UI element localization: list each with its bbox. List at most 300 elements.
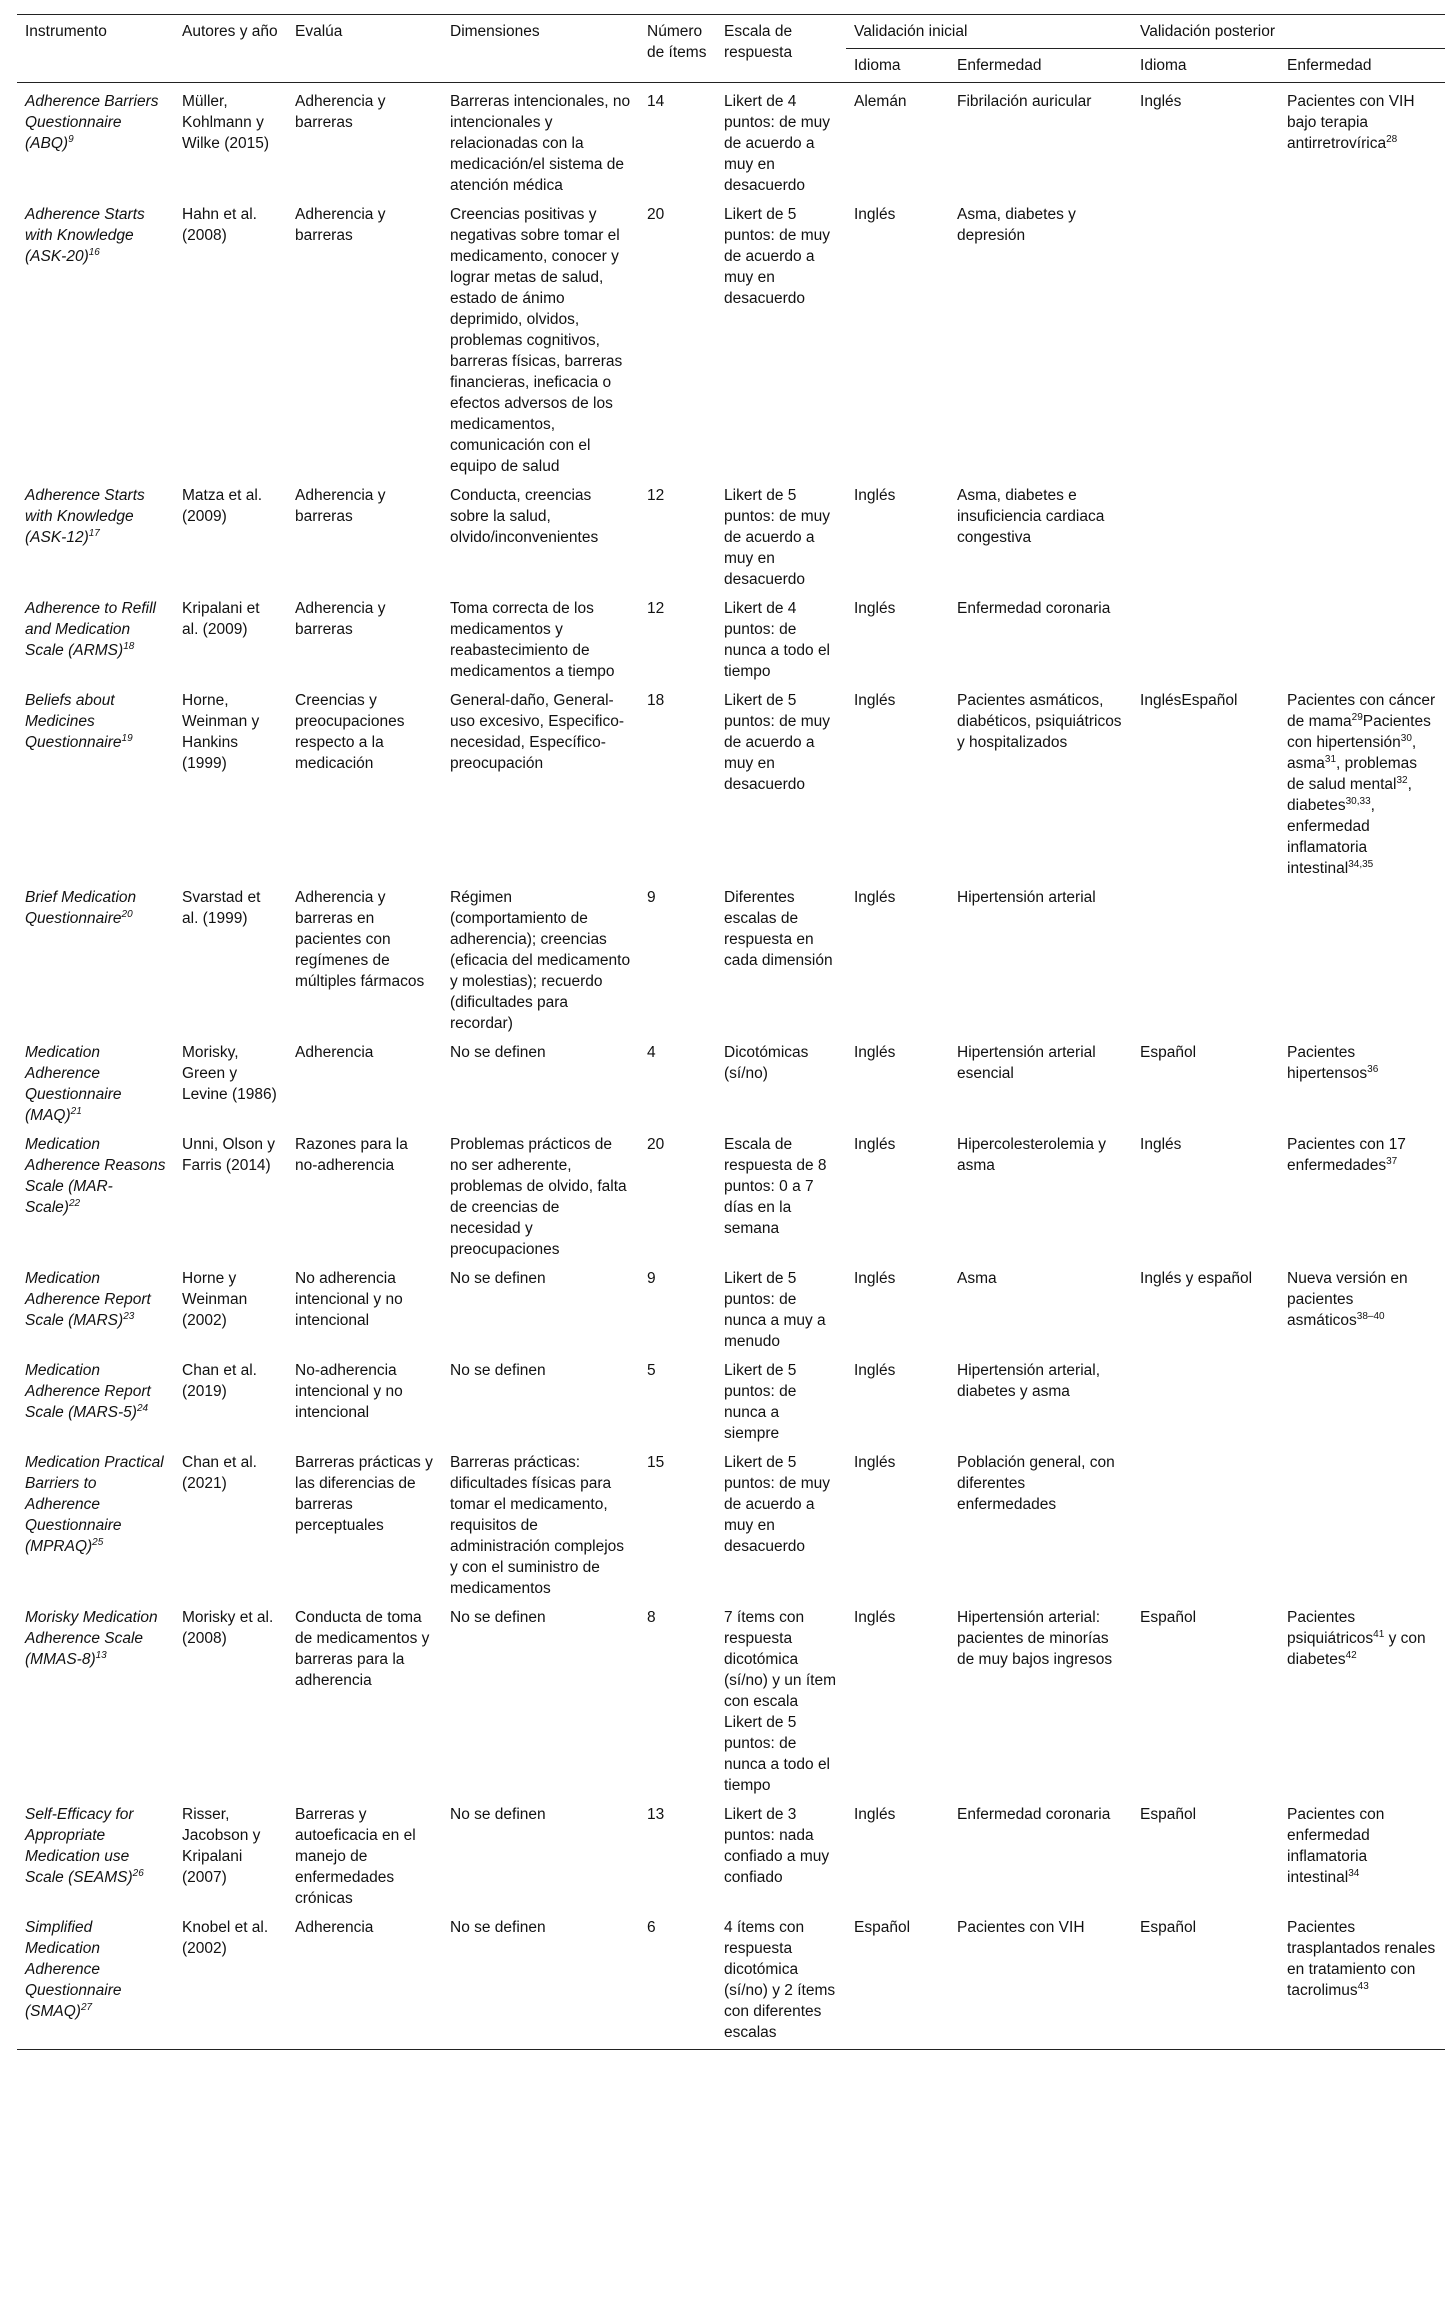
cell-autores-text: Chan et al. (2021) [182,1454,257,1492]
footnote-ref: 22 [68,1197,81,1209]
cell-evalua-text: Adherencia y barreras en pacientes con regímenes de múltiples fármacos [295,889,425,990]
cell-evalua-text: Adherencia y barreras [295,93,386,131]
cell-dimensiones-text: No se definen [450,1919,546,1936]
cell-evalua [287,682,442,879]
cell-numero-text: 4 [647,1044,656,1061]
cell-ini-enfermedad [949,1599,1132,1796]
cell-dimensiones-text: General-daño, General-uso excesivo, Especifico-necesidad, Específico-preocupación [450,692,625,772]
cell-ini-idioma-text: Inglés [854,1270,896,1287]
cell-evalua-text: No-adherencia intencional y no intencional [295,1362,403,1421]
cell-post-enfermedad-text: Pacientes trasplantados renales en tratamiento con tacrolimus [1287,1919,1436,1999]
footnote-ref: 21 [70,1105,82,1117]
cell-post-enfermedad-text: , enfermedad inflamatoria intestinal [1287,797,1375,877]
cell-autores [174,1260,287,1352]
cell-ini-idioma-text: Inglés [854,1609,896,1626]
cell-instrumento [17,1126,174,1260]
cell-dimensiones-text: No se definen [450,1270,546,1287]
cell-numero [639,1909,716,2050]
cell-dimensiones [442,83,639,197]
cell-autores [174,590,287,682]
cell-escala [716,682,846,879]
cell-escala [716,83,846,197]
cell-dimensiones [442,1796,639,1909]
cell-evalua-text: Adherencia [295,1044,374,1061]
cell-ini-idioma-text: Inglés [854,1806,896,1823]
cell-instrumento-text: Brief Medication Questionnaire [25,889,137,927]
cell-numero [639,1599,716,1796]
footnote-ref: 16 [88,246,100,258]
cell-numero-text: 20 [647,206,665,223]
cell-escala-text: Likert de 5 puntos: de nunca a siempre [724,1362,797,1442]
cell-dimensiones [442,879,639,1034]
cell-ini-enfermedad-text: Población general, con diferentes enfermedades [957,1454,1115,1513]
cell-numero-text: 5 [647,1362,656,1379]
table-row [17,83,1445,197]
cell-autores-text: Hahn et al. (2008) [182,206,257,244]
cell-post-idioma [1132,1034,1279,1126]
cell-dimensiones [442,1126,639,1260]
footnote-ref: 30 [1400,732,1412,744]
cell-ini-enfermedad-text: Asma, diabetes y depresión [957,206,1076,244]
table-row [17,477,1445,590]
cell-ini-enfermedad [949,196,1132,477]
table-row [17,1126,1445,1260]
cell-ini-idioma-text: Español [854,1919,911,1936]
cell-autores [174,1599,287,1796]
cell-instrumento [17,590,174,682]
cell-evalua-text: Barreras y autoeficacia en el manejo de enfermedades crónicas [295,1806,416,1907]
cell-instrumento [17,682,174,879]
cell-dimensiones-text: Problemas prácticos de no ser adherente, problemas de olvido, falta de creencias de necesidad y preocupaciones [450,1136,627,1258]
cell-dimensiones [442,1599,639,1796]
cell-ini-idioma-text: Alemán [854,93,907,110]
cell-numero-text: 13 [647,1806,665,1823]
cell-post-enfermedad-text: Pacientes con 17 enfermedades [1287,1136,1406,1174]
cell-evalua-text: Conducta de toma de medicamentos y barreras para la adherencia [295,1609,430,1689]
cell-autores-text: Kripalani et al. (2009) [182,600,260,638]
table-row [17,1352,1445,1444]
cell-ini-enfermedad-text: Hipertensión arterial esencial [957,1044,1096,1082]
cell-dimensiones [442,196,639,477]
cell-ini-idioma [846,682,949,879]
cell-ini-enfermedad-text: Enfermedad coronaria [957,1806,1111,1823]
cell-numero [639,879,716,1034]
cell-post-enfermedad [1279,196,1445,477]
cell-dimensiones-text: No se definen [450,1806,546,1823]
cell-post-enfermedad-text: Nueva versión en pacientes asmáticos [1287,1270,1408,1329]
cell-numero-text: 12 [647,487,665,504]
cell-ini-enfermedad [949,1796,1132,1909]
cell-escala [716,1444,846,1599]
cell-autores-text: Risser, Jacobson y Kripalani (2007) [182,1806,261,1886]
cell-ini-idioma-text: Inglés [854,1362,896,1379]
cell-numero [639,682,716,879]
table-row [17,879,1445,1034]
footnote-ref: 25 [92,1536,104,1548]
cell-numero-text: 9 [647,1270,656,1287]
table-row [17,1034,1445,1126]
cell-post-enfermedad [1279,83,1445,197]
cell-numero [639,590,716,682]
cell-dimensiones-text: Barreras intencionales, no intencionales y relacionadas con la medicación/el sistema de atención médica [450,93,631,194]
cell-ini-enfermedad [949,1260,1132,1352]
cell-autores-text: Horne y Weinman (2002) [182,1270,248,1329]
cell-evalua [287,196,442,477]
cell-post-enfermedad [1279,879,1445,1034]
cell-ini-enfermedad [949,590,1132,682]
cell-ini-enfermedad [949,1034,1132,1126]
cell-escala [716,477,846,590]
cell-ini-idioma-text: Inglés [854,692,896,709]
cell-autores [174,1034,287,1126]
cell-escala [716,1796,846,1909]
header-dimensiones: Dimensiones [442,15,639,83]
header-autores: Autores y año [174,15,287,83]
cell-evalua-text: Adherencia y barreras [295,600,386,638]
cell-ini-idioma-text: Inglés [854,1454,896,1471]
cell-ini-enfermedad [949,682,1132,879]
cell-evalua [287,1909,442,2050]
cell-instrumento-text: Adherence Starts with Knowledge (ASK-12) [25,487,145,546]
cell-autores [174,477,287,590]
cell-autores-text: Unni, Olson y Farris (2014) [182,1136,276,1174]
footnote-ref: 23 [123,1310,135,1322]
cell-ini-enfermedad [949,1352,1132,1444]
cell-post-idioma [1132,196,1279,477]
cell-autores [174,1352,287,1444]
cell-instrumento [17,196,174,477]
cell-post-enfermedad [1279,1599,1445,1796]
cell-autores [174,682,287,879]
table-row [17,682,1445,879]
cell-autores-text: Horne, Weinman y Hankins (1999) [182,692,260,772]
header-evalua: Evalúa [287,15,442,83]
cell-evalua [287,879,442,1034]
footnote-ref: 31 [1324,753,1337,765]
footnote-ref: 9 [68,133,74,145]
cell-post-enfermedad [1279,1352,1445,1444]
cell-post-enfermedad-text: Pacientes con enfermedad inflamatoria intestinal [1287,1806,1385,1886]
cell-ini-enfermedad-text: Enfermedad coronaria [957,600,1111,617]
cell-post-idioma-text: Español [1140,1919,1197,1936]
cell-dimensiones [442,1352,639,1444]
header-ini-enfermedad: Enfermedad [949,49,1132,83]
cell-ini-enfermedad-text: Asma, diabetes e insuficiencia cardiaca congestiva [957,487,1105,546]
cell-dimensiones-text: No se definen [450,1362,546,1379]
cell-dimensiones [442,1260,639,1352]
cell-instrumento-text: Adherence Barriers Questionnaire (ABQ) [25,93,159,152]
cell-autores-text: Chan et al. (2019) [182,1362,257,1400]
cell-ini-enfermedad-text: Asma [957,1270,997,1287]
cell-post-idioma-text: Español [1140,1806,1197,1823]
cell-ini-enfermedad [949,1126,1132,1260]
cell-post-idioma [1132,1909,1279,2050]
cell-ini-idioma [846,1126,949,1260]
header-escala: Escala de respuesta [716,15,846,83]
cell-evalua-text: Barreras prácticas y las diferencias de barreras perceptuales [295,1454,433,1534]
cell-escala-text: 4 ítems con respuesta dicotómica (sí/no) y 2 ítems con diferentes escalas [724,1919,836,2041]
header-instrumento: Instrumento [17,15,174,83]
table-row [17,1909,1445,2050]
cell-escala [716,1034,846,1126]
cell-dimensiones-text: Régimen (comportamiento de adherencia); creencias (eficacia del medicamento y molestias); recuerdo (dificultades para recordar) [450,889,631,1032]
cell-numero [639,1352,716,1444]
cell-ini-enfermedad [949,1909,1132,2050]
footnote-ref: 30,33 [1345,795,1371,807]
cell-evalua [287,1444,442,1599]
header-validacion-inicial: Validación inicial [846,15,1132,49]
cell-ini-enfermedad-text: Hipercolesterolemia y asma [957,1136,1107,1174]
cell-ini-enfermedad-text: Hipertensión arterial: pacientes de minorías de muy bajos ingresos [957,1609,1113,1668]
cell-ini-idioma [846,477,949,590]
cell-post-enfermedad [1279,682,1445,879]
cell-ini-enfermedad [949,83,1132,197]
table-row [17,1796,1445,1909]
cell-ini-idioma-text: Inglés [854,1044,896,1061]
cell-numero [639,196,716,477]
cell-evalua [287,1599,442,1796]
cell-numero-text: 20 [647,1136,665,1153]
cell-evalua [287,1126,442,1260]
cell-post-enfermedad-text: , diabetes [1287,776,1412,814]
header-post-idioma: Idioma [1132,49,1279,83]
cell-dimensiones-text: Barreras prácticas: dificultades físicas para tomar el medicamento, requisitos de administración complejos y con el suministro de medicamentos [450,1454,625,1597]
footnote-ref: 42 [1345,1649,1357,1661]
cell-post-idioma [1132,1444,1279,1599]
cell-autores [174,1444,287,1599]
cell-post-idioma-text: InglésEspañol [1140,692,1238,709]
cell-dimensiones-text: Toma correcta de los medicamentos y reabastecimiento de medicamentos a tiempo [450,600,615,680]
cell-escala-text: Diferentes escalas de respuesta en cada dimensión [724,889,833,969]
cell-dimensiones [442,1034,639,1126]
cell-post-idioma [1132,1260,1279,1352]
cell-post-enfermedad-text: Pacientes con hipertensión [1287,713,1431,751]
footnote-ref: 20 [121,908,133,920]
cell-instrumento-text: Medication Adherence Reasons Scale (MAR-Scale) [25,1136,166,1216]
cell-dimensiones [442,1444,639,1599]
cell-escala-text: Likert de 3 puntos: nada confiado a muy confiado [724,1806,830,1886]
cell-numero-text: 18 [647,692,665,709]
cell-ini-enfermedad-text: Pacientes con VIH [957,1919,1085,1936]
cell-dimensiones-text: No se definen [450,1044,546,1061]
cell-evalua-text: Adherencia y barreras [295,206,386,244]
cell-post-idioma-text: Inglés y español [1140,1270,1253,1287]
cell-escala-text: Likert de 5 puntos: de muy de acuerdo a muy en desacuerdo [724,206,830,307]
cell-evalua [287,1352,442,1444]
footnote-ref: 34,35 [1348,858,1374,870]
cell-autores-text: Knobel et al. (2002) [182,1919,269,1957]
cell-ini-enfermedad-text: Hipertensión arterial, diabetes y asma [957,1362,1101,1400]
cell-dimensiones [442,682,639,879]
cell-instrumento-text: Adherence to Refill and Medication Scale (ARMS) [25,600,156,659]
cell-autores-text: Matza et al. (2009) [182,487,263,525]
cell-instrumento-text: Adherence Starts with Knowledge (ASK-20) [25,206,145,265]
cell-evalua [287,1034,442,1126]
cell-autores [174,83,287,197]
cell-ini-enfermedad-text: Fibrilación auricular [957,93,1092,110]
cell-ini-idioma-text: Inglés [854,206,896,223]
cell-evalua [287,590,442,682]
cell-numero-text: 14 [647,93,665,110]
cell-instrumento-text: Simplified Medication Adherence Questionnaire (SMAQ) [25,1919,122,2020]
cell-dimensiones [442,590,639,682]
footnote-ref: 38–40 [1356,1310,1385,1322]
cell-evalua [287,1260,442,1352]
cell-ini-enfermedad-text: Pacientes asmáticos, diabéticos, psiquiátricos y hospitalizados [957,692,1122,751]
cell-numero [639,1126,716,1260]
cell-autores [174,879,287,1034]
cell-evalua-text: Adherencia y barreras [295,487,386,525]
cell-instrumento [17,1599,174,1796]
footnote-ref: 18 [123,640,135,652]
cell-instrumento [17,83,174,197]
cell-numero [639,1444,716,1599]
cell-post-idioma [1132,1796,1279,1909]
cell-evalua-text: Creencias y preocupaciones respecto a la medicación [295,692,405,772]
cell-post-enfermedad-text: Pacientes con VIH bajo terapia antirretrovírica [1287,93,1415,152]
cell-post-enfermedad [1279,1796,1445,1909]
header-post-enfermedad: Enfermedad [1279,49,1445,83]
cell-ini-idioma [846,1909,949,2050]
cell-ini-idioma [846,196,949,477]
cell-post-idioma [1132,1126,1279,1260]
cell-post-idioma [1132,477,1279,590]
cell-autores-text: Svarstad et al. (1999) [182,889,261,927]
footnote-ref: 36 [1367,1063,1379,1075]
cell-dimensiones-text: No se definen [450,1609,546,1626]
cell-instrumento-text: Medication Adherence Questionnaire (MAQ) [25,1044,122,1124]
header-validacion-posterior: Validación posterior [1132,15,1445,49]
footnote-ref: 26 [132,1867,144,1879]
cell-ini-idioma-text: Inglés [854,600,896,617]
cell-instrumento-text: Medication Adherence Report Scale (MARS-5) [25,1362,151,1421]
footnote-ref: 43 [1357,1980,1369,1992]
cell-post-idioma-text: Inglés [1140,1136,1182,1153]
cell-instrumento-text: Medication Practical Barriers to Adherence Questionnaire (MPRAQ) [25,1454,164,1555]
cell-escala-text: Escala de respuesta de 8 puntos: 0 a 7 días en la semana [724,1136,827,1237]
footnote-ref: 28 [1386,133,1398,145]
cell-ini-enfermedad [949,879,1132,1034]
cell-post-enfermedad [1279,1126,1445,1260]
cell-ini-idioma-text: Inglés [854,487,896,504]
cell-dimensiones [442,1909,639,2050]
cell-post-enfermedad-text: Pacientes con cáncer de mama [1287,692,1436,730]
cell-escala [716,590,846,682]
cell-escala [716,1909,846,2050]
cell-ini-idioma [846,83,949,197]
cell-numero [639,1796,716,1909]
footnote-ref: 19 [121,732,133,744]
cell-escala-text: 7 ítems con respuesta dicotómica (sí/no) y un ítem con escala Likert de 5 puntos: de nunca a todo el tiempo [724,1609,836,1794]
cell-ini-idioma [846,590,949,682]
cell-escala-text: Likert de 5 puntos: de muy de acuerdo a muy en desacuerdo [724,1454,830,1555]
cell-post-enfermedad [1279,1909,1445,2050]
cell-ini-enfermedad [949,477,1132,590]
cell-post-enfermedad-text: Pacientes hipertensos [1287,1044,1368,1082]
cell-ini-idioma-text: Inglés [854,889,896,906]
cell-instrumento [17,1444,174,1599]
cell-escala [716,1352,846,1444]
cell-numero-text: 12 [647,600,665,617]
cell-escala-text: Dicotómicas (sí/no) [724,1044,809,1082]
cell-instrumento-text: Medication Adherence Report Scale (MARS) [25,1270,151,1329]
cell-post-idioma [1132,1599,1279,1796]
cell-post-idioma [1132,879,1279,1034]
table-row [17,590,1445,682]
cell-numero-text: 15 [647,1454,665,1471]
cell-autores-text: Morisky et al. (2008) [182,1609,274,1647]
cell-numero [639,83,716,197]
cell-post-idioma-text: Inglés [1140,93,1182,110]
cell-dimensiones-text: Creencias positivas y negativas sobre tomar el medicamento, conocer y lograr metas de salud, estado de ánimo deprimido, olvidos, problemas cognitivos, barreras físicas, barreras financieras, ineficacia o efectos adversos de los medicamentos, comunicación con el equipo de salud [450,206,623,475]
cell-instrumento [17,477,174,590]
cell-post-enfermedad [1279,477,1445,590]
cell-ini-idioma-text: Inglés [854,1136,896,1153]
cell-post-enfermedad-text: y con diabetes [1287,1630,1426,1668]
cell-evalua [287,477,442,590]
cell-evalua-text: Adherencia [295,1919,374,1936]
cell-post-idioma [1132,682,1279,879]
cell-escala-text: Likert de 4 puntos: de muy de acuerdo a muy en desacuerdo [724,93,830,194]
table-row [17,1444,1445,1599]
cell-escala-text: Likert de 5 puntos: de nunca a muy a menudo [724,1270,826,1350]
cell-numero [639,477,716,590]
cell-numero [639,1034,716,1126]
cell-post-idioma [1132,83,1279,197]
cell-escala-text: Likert de 4 puntos: de nunca a todo el tiempo [724,600,831,680]
cell-autores [174,196,287,477]
cell-post-idioma-text: Español [1140,1044,1197,1061]
cell-post-idioma [1132,590,1279,682]
cell-autores-text: Müller, Kohlmann y Wilke (2015) [182,93,269,152]
cell-evalua-text: Razones para la no-adherencia [295,1136,408,1174]
cell-instrumento [17,1034,174,1126]
cell-escala [716,1260,846,1352]
footnote-ref: 17 [88,527,100,539]
cell-autores-text: Morisky, Green y Levine (1986) [182,1044,277,1103]
cell-autores [174,1796,287,1909]
cell-post-enfermedad [1279,1444,1445,1599]
cell-instrumento [17,1909,174,2050]
cell-post-enfermedad [1279,1034,1445,1126]
header-ini-idioma: Idioma [846,49,949,83]
cell-autores [174,1126,287,1260]
cell-post-enfermedad [1279,590,1445,682]
cell-numero-text: 9 [647,889,656,906]
footnote-ref: 41 [1373,1628,1385,1640]
cell-dimensiones-text: Conducta, creencias sobre la salud, olvido/inconvenientes [450,487,599,546]
cell-evalua-text: No adherencia intencional y no intencional [295,1270,403,1329]
cell-ini-idioma [846,1034,949,1126]
cell-ini-idioma [846,1796,949,1909]
cell-instrumento [17,1796,174,1909]
cell-evalua [287,83,442,197]
footnote-ref: 29 [1351,711,1363,723]
table-row [17,196,1445,477]
cell-escala [716,1599,846,1796]
cell-instrumento [17,1260,174,1352]
cell-dimensiones [442,477,639,590]
cell-ini-idioma [846,1260,949,1352]
cell-ini-enfermedad-text: Hipertensión arterial [957,889,1096,906]
cell-numero-text: 8 [647,1609,656,1626]
cell-ini-idioma [846,1352,949,1444]
cell-instrumento-text: Morisky Medication Adherence Scale (MMAS-8) [25,1609,158,1668]
cell-numero-text: 6 [647,1919,656,1936]
cell-post-enfermedad-text: , problemas de salud mental [1287,755,1418,793]
cell-escala [716,879,846,1034]
cell-instrumento [17,879,174,1034]
